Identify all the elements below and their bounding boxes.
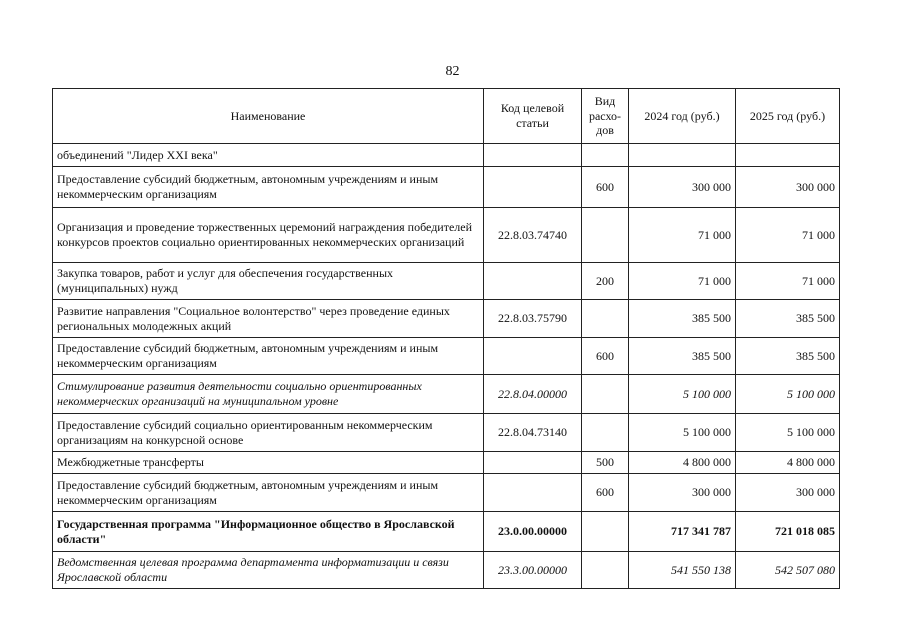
row-code xyxy=(484,167,582,208)
row-type: 500 xyxy=(582,452,629,474)
row-2024: 5 100 000 xyxy=(629,414,736,452)
row-name: Предоставление субсидий бюджетным, автономным учреждениям и иным некоммерческим организациям xyxy=(53,167,484,208)
header-type: Вид расхо-дов xyxy=(582,89,629,144)
row-type: 600 xyxy=(582,474,629,512)
row-name: Предоставление субсидий социально ориентированным некоммерческим организациям на конкурсной основе xyxy=(53,414,484,452)
header-code: Код целевой статьи xyxy=(484,89,582,144)
row-code: 23.3.00.00000 xyxy=(484,552,582,589)
table-row xyxy=(53,167,840,208)
row-2025: 4 800 000 xyxy=(736,452,840,474)
row-name: Межбюджетные трансферты xyxy=(53,452,484,474)
row-2025: 71 000 xyxy=(736,263,840,300)
row-2025: 300 000 xyxy=(736,474,840,512)
row-name: объединений "Лидер XXI века" xyxy=(53,144,484,167)
table-row xyxy=(53,375,840,414)
row-code xyxy=(484,474,582,512)
table-row xyxy=(53,552,840,589)
row-code: 23.0.00.00000 xyxy=(484,512,582,552)
table-row xyxy=(53,474,840,512)
row-type xyxy=(582,414,629,452)
row-code xyxy=(484,144,582,167)
row-2024: 541 550 138 xyxy=(629,552,736,589)
row-name: Организация и проведение торжественных церемоний награждения победителей конкурсов проектов социально ориентированных некоммерческих организаций xyxy=(53,208,484,263)
row-name: Предоставление субсидий бюджетным, автономным учреждениям и иным некоммерческим организациям xyxy=(53,338,484,375)
row-2025 xyxy=(736,144,840,167)
row-2025: 721 018 085 xyxy=(736,512,840,552)
table-row xyxy=(53,263,840,300)
row-code xyxy=(484,263,582,300)
row-name: Закупка товаров, работ и услуг для обеспечения государственных (муниципальных) нужд xyxy=(53,263,484,300)
header-name: Наименование xyxy=(53,89,484,144)
row-type xyxy=(582,552,629,589)
row-2024: 4 800 000 xyxy=(629,452,736,474)
row-type xyxy=(582,300,629,338)
row-type xyxy=(582,208,629,263)
row-type xyxy=(582,375,629,414)
row-code xyxy=(484,452,582,474)
row-name: Развитие направления "Социальное волонтерство" через проведение единых региональных молодежных акций xyxy=(53,300,484,338)
row-name: Предоставление субсидий бюджетным, автономным учреждениям и иным некоммерческим организациям xyxy=(53,474,484,512)
row-2024: 385 500 xyxy=(629,300,736,338)
row-2025: 71 000 xyxy=(736,208,840,263)
page-number: 82 xyxy=(445,64,460,79)
table-row xyxy=(53,208,840,263)
table-row xyxy=(53,452,840,474)
table-header-row xyxy=(53,89,840,144)
row-2024: 385 500 xyxy=(629,338,736,375)
row-2025: 300 000 xyxy=(736,167,840,208)
table-row xyxy=(53,414,840,452)
row-2024: 71 000 xyxy=(629,208,736,263)
row-2025: 5 100 000 xyxy=(736,375,840,414)
row-2025: 542 507 080 xyxy=(736,552,840,589)
row-2025: 385 500 xyxy=(736,300,840,338)
row-name: Государственная программа "Информационное общество в Ярославской области" xyxy=(53,512,484,552)
row-2024: 5 100 000 xyxy=(629,375,736,414)
row-name: Стимулирование развития деятельности социально ориентированных некоммерческих организаций на муниципальном уровне xyxy=(53,375,484,414)
row-code: 22.8.04.00000 xyxy=(484,375,582,414)
row-2024: 300 000 xyxy=(629,167,736,208)
row-type: 600 xyxy=(582,338,629,375)
row-code xyxy=(484,338,582,375)
row-type xyxy=(582,512,629,552)
table-row xyxy=(53,300,840,338)
row-type xyxy=(582,144,629,167)
budget-table xyxy=(52,88,840,589)
table-row xyxy=(53,338,840,375)
row-2025: 5 100 000 xyxy=(736,414,840,452)
header-2025: 2025 год (руб.) xyxy=(736,89,840,144)
row-type: 600 xyxy=(582,167,629,208)
row-2025: 385 500 xyxy=(736,338,840,375)
row-name: Ведомственная целевая программа департамента информатизации и связи Ярославской области xyxy=(53,552,484,589)
header-2024: 2024 год (руб.) xyxy=(629,89,736,144)
table-row xyxy=(53,144,840,167)
row-code: 22.8.03.74740 xyxy=(484,208,582,263)
row-code: 22.8.04.73140 xyxy=(484,414,582,452)
row-2024: 71 000 xyxy=(629,263,736,300)
row-2024: 717 341 787 xyxy=(629,512,736,552)
row-code: 22.8.03.75790 xyxy=(484,300,582,338)
table-row xyxy=(53,512,840,552)
row-type: 200 xyxy=(582,263,629,300)
row-2024 xyxy=(629,144,736,167)
row-2024: 300 000 xyxy=(629,474,736,512)
